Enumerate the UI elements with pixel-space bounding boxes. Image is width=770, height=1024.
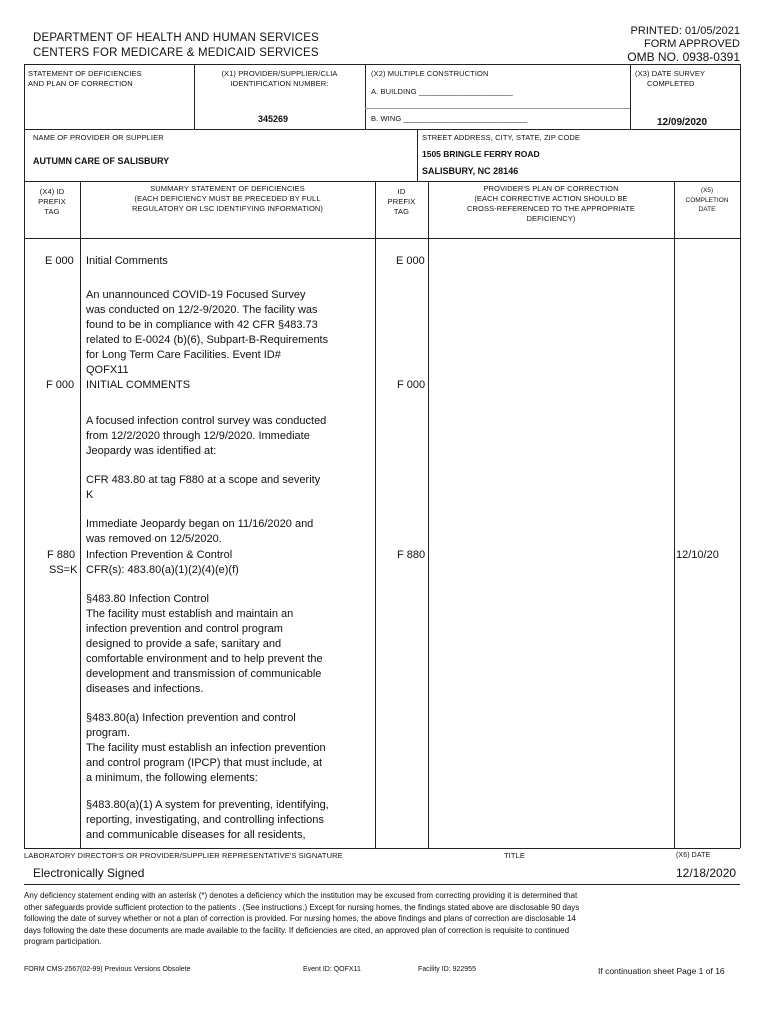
- signature-value: Electronically Signed: [33, 866, 145, 880]
- paragraph-483-80a: §483.80(a) Infection prevention and control program. The facility must establish an infection prevention and control program (IPCP) that must include, at a minimum, the following elements:: [86, 712, 326, 784]
- form-approval-block: [627, 25, 740, 64]
- paragraph-covid-survey: An unannounced COVID-19 Focused Survey was conducted on 12/2-9/2020. The facility was found to be in compliance with 42 CFR §483.73 related to E-0024 (b)(6), Subpart-B-Requirements for Long Term Care Facilities. Event ID# QOFX11: [86, 289, 329, 376]
- address-line-1: 1505 BRINGLE FERRY ROAD: [422, 149, 540, 159]
- id-header: ID PREFIX TAG: [387, 187, 416, 216]
- f880-tag: F 880: [47, 549, 76, 561]
- f000-tag: F 000: [46, 379, 75, 391]
- rule: [24, 848, 740, 849]
- address-line-2: SALISBURY, NC 28146: [422, 166, 519, 176]
- signature-date: 12/18/2020: [676, 866, 737, 880]
- provider-id-value: 345269: [258, 114, 289, 124]
- rule: [740, 64, 741, 848]
- e000-tag-right: E 000: [396, 255, 425, 267]
- x4-header: (X4) ID PREFIX TAG: [38, 187, 66, 216]
- event-id: Event ID: QOFX11: [303, 966, 361, 973]
- x1-label: (X1) PROVIDER/SUPPLIER/CLIA IDENTIFICATION NUMBER:: [221, 69, 338, 88]
- omb-number: OMB NO. 0938-0391: [627, 50, 740, 64]
- rule: [24, 238, 740, 239]
- f000-title: INITIAL COMMENTS: [86, 379, 191, 391]
- title-label: TITLE: [504, 851, 525, 860]
- x3-label: (X3) DATE SURVEY COMPLETED: [635, 69, 706, 88]
- f000-tag-right: F 000: [397, 379, 426, 391]
- form-approved: FORM APPROVED: [644, 38, 740, 50]
- address-label: STREET ADDRESS, CITY, STATE, ZIP CODE: [422, 133, 581, 142]
- rule: [24, 129, 740, 130]
- facility-id: Facility ID: 922955: [418, 966, 476, 973]
- x2-label: (X2) MULTIPLE CONSTRUCTION: [371, 69, 489, 78]
- dept-line-2: CENTERS FOR MEDICARE & MEDICAID SERVICES: [33, 47, 319, 59]
- summary-header: SUMMARY STATEMENT OF DEFICIENCIES (EACH DEFICIENCY MUST BE PRECEDED BY FULL REGULATORY OR LSC IDENTIFYING INFORMATION): [131, 184, 324, 213]
- e000-title: Initial Comments: [86, 255, 168, 267]
- f880-completion-date: 12/10/20: [676, 549, 719, 561]
- f880-tag-right: F 880: [397, 549, 426, 561]
- paragraph-483-80a1: §483.80(a)(1) A system for preventing, identifying, reporting, investigating, and controlling infections and communicable diseases for all residents,: [86, 799, 329, 841]
- provider-name-label: NAME OF PROVIDER OR SUPPLIER: [33, 133, 164, 142]
- e000-tag: E 000: [45, 255, 74, 267]
- plan-header: PROVIDER'S PLAN OF CORRECTION (EACH CORRECTIVE ACTION SHOULD BE CROSS-REFERENCED TO THE APPROPRIATE DEFICIENCY): [467, 184, 635, 223]
- dept-line-1: DEPARTMENT OF HEALTH AND HUMAN SERVICES: [33, 32, 319, 44]
- statement-label: STATEMENT OF DEFICIENCIES AND PLAN OF CORRECTION: [28, 69, 142, 88]
- rule: [674, 181, 675, 848]
- rule: [630, 64, 631, 129]
- page-number: If continuation sheet Page 1 of 16: [598, 966, 725, 976]
- rule: [24, 181, 740, 182]
- agency-header: [33, 31, 319, 61]
- rule: [24, 64, 25, 848]
- f880-title: Infection Prevention & Control: [86, 549, 233, 561]
- x6-date-label: (X6) DATE: [676, 852, 711, 859]
- paragraph-infection-survey: A focused infection control survey was conducted from 12/2/2020 through 12/9/2020. Immediate Jeopardy was identified at:: [86, 415, 327, 457]
- printed-date: PRINTED: 01/05/2021: [630, 25, 740, 37]
- paragraph-cfr-tag: CFR 483.80 at tag F880 at a scope and severity K: [86, 474, 321, 501]
- survey-completed-date: 12/09/2020: [657, 117, 708, 128]
- f880-cfr: CFR(s): 483.80(a)(1)(2)(4)(e)(f): [86, 564, 239, 576]
- paragraph-483-80: §483.80 Infection Control The facility must establish and maintain an infection prevention and control program designed to provide a safe, sanitary and comfortable environment and to help prevent the development and transmission of communicable diseases and infections.: [86, 593, 323, 695]
- rule: [24, 884, 740, 885]
- x5-header: (X5) COMPLETION DATE: [685, 187, 729, 213]
- rule: [80, 181, 81, 848]
- wing-line: B. WING _____________________________: [371, 114, 528, 123]
- rule: [365, 108, 630, 109]
- rule: [375, 181, 376, 848]
- rule: [417, 129, 418, 181]
- rule: [24, 64, 740, 65]
- provider-name: AUTUMN CARE OF SALISBURY: [33, 156, 170, 166]
- building-line: A. BUILDING ______________________: [371, 87, 513, 96]
- rule: [365, 64, 366, 129]
- f880-scope-severity: SS=K: [49, 564, 78, 576]
- form-number: FORM CMS-2567(02-99) Previous Versions Obsolete: [24, 966, 191, 973]
- paragraph-jeopardy-dates: Immediate Jeopardy began on 11/16/2020 and was removed on 12/5/2020.: [86, 518, 314, 545]
- disclosure-footnote: Any deficiency statement ending with an asterisk (*) denotes a deficiency which the institution may be excused from correcting providing it is determined that other safeguards provide sufficient protection to the patients . (See instructions.) Except for nursing homes, the findings stated above are disclosable 90 days following the date of survey whether or not a plan of correction is provided. For nursing homes, the above findings and plans of correction are disclosable 14 days following the date these documents are made available to the facility. If deficiencies are cited, an approved plan of correction is requisite to continued program participation.: [24, 891, 580, 946]
- signature-label: LABORATORY DIRECTOR'S OR PROVIDER/SUPPLIER REPRESENTATIVE'S SIGNATURE: [24, 851, 343, 860]
- rule: [428, 181, 429, 848]
